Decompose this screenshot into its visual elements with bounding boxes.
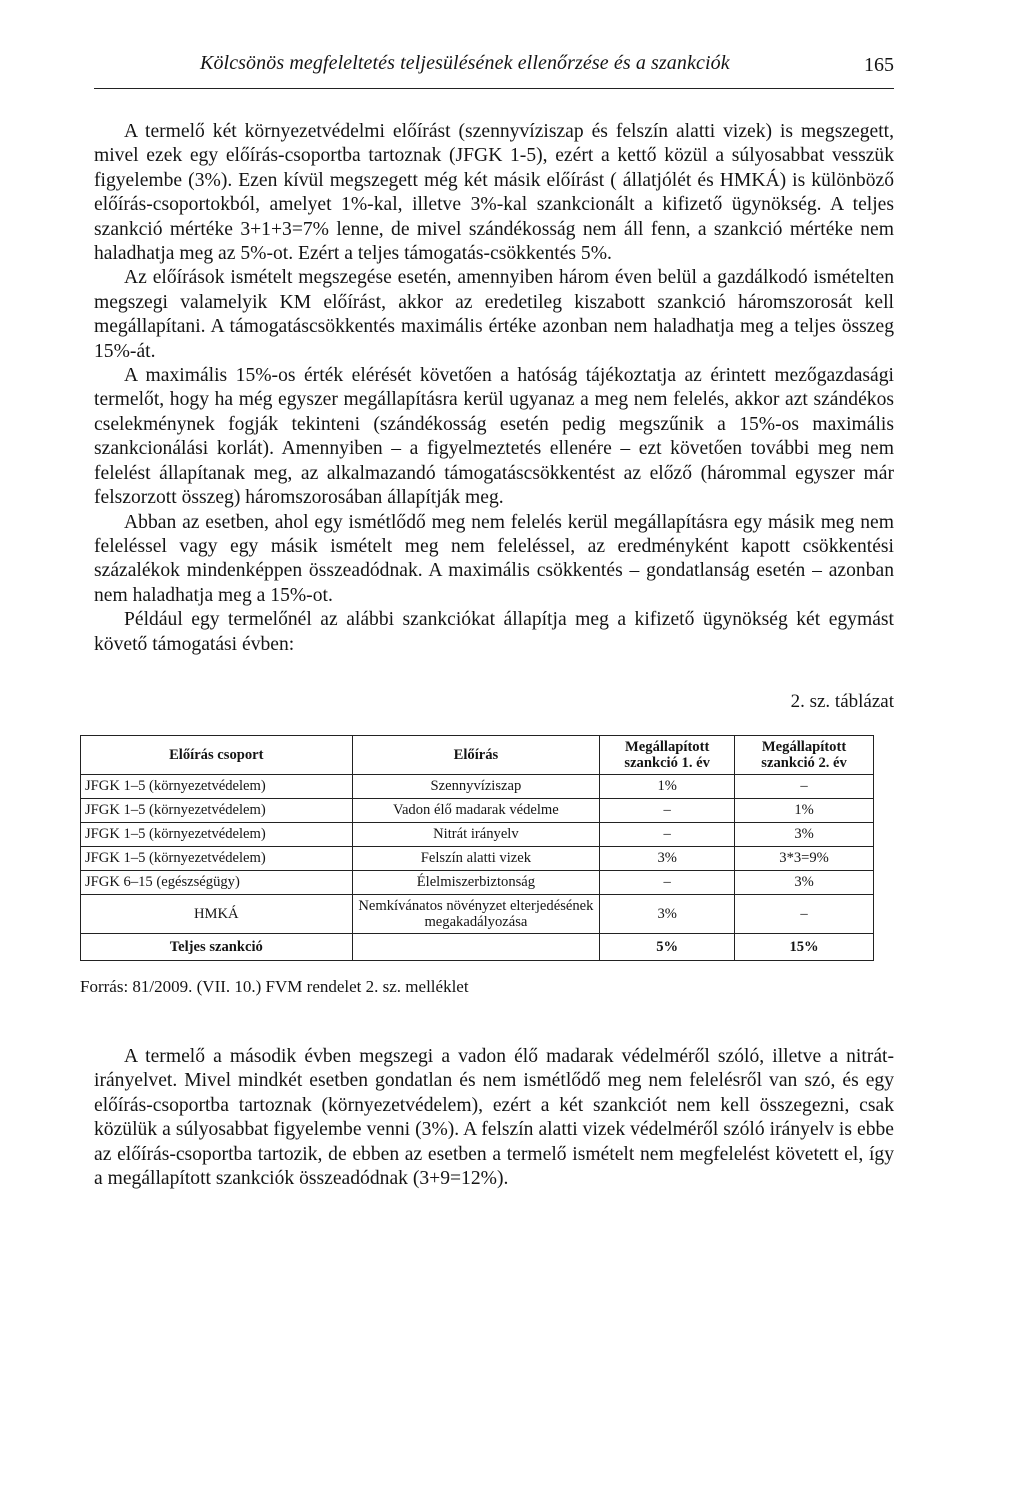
total-empty-cell [352, 933, 600, 960]
table-row [81, 846, 874, 870]
table-row [81, 798, 874, 822]
header-group: Előírás csoport [81, 735, 353, 774]
cell-group: JFGK 1–5 (környezetvédelem) [81, 822, 353, 846]
cell-group: JFGK 6–15 (egészségügy) [81, 870, 353, 894]
cell-group: JFGK 1–5 (környezetvédelem) [81, 774, 353, 798]
book-page [80, 48, 894, 1191]
header-year2: Megállapított szankció 2. év [735, 735, 874, 774]
paragraph-2: Az előírások ismételt megszegése esetén, amennyiben három éven belül a gazdálkodó ismételten megszegi valamelyik KM előírást, akkor az eredetileg kiszabott szankció háromszorosát kell megállapítani. A támogatáscsökkentés maximális értéke azonban nem haladhatja meg a teljes összeg 15%-át. [94, 267, 894, 362]
cell-year2: – [735, 894, 874, 933]
cell-group: JFGK 1–5 (környezetvédelem) [81, 798, 353, 822]
table-row [81, 822, 874, 846]
paragraph-6: A termelő a második évben megszegi a vadon élő madarak védelméről szóló, illetve a nitrát-irányelvet. Mivel mindkét esetben gondatlan és nem ismétlődő meg nem felelésről van szó, és egy előírás-csoportba tartoznak (környezetvédelem), ezért a két szankciót nem kell összegezni, csak közülük a súlyosabbat figyelembe venni (3%). A felszín alatti vizek védelméről szóló irányelv is ebbe az előírás-csoportba tartozik, de ebben az esetben a termelő ismételt nem megfelelést követett el, így a megállapított szankciók összeadódnak (3+9=12%). [94, 1045, 894, 1189]
cell-rule: Vadon élő madarak védelme [352, 798, 600, 822]
table-source: Forrás: 81/2009. (VII. 10.) FVM rendelet 2. sz. melléklet [80, 976, 469, 996]
cell-group: HMKÁ [81, 894, 353, 933]
cell-year1: 3% [600, 846, 735, 870]
cell-rule: Szennyvíziszap [352, 774, 600, 798]
page-number: 165 [864, 54, 894, 76]
cell-year1: 1% [600, 774, 735, 798]
sanction-table-wrapper [80, 735, 874, 961]
table-header-row [81, 735, 874, 774]
body-text-before-table [94, 120, 894, 657]
table-row [81, 894, 874, 933]
cell-year1: – [600, 798, 735, 822]
paragraph-3: A maximális 15%-os érték elérését követően a hatóság tájékoztatja az érintett mezőgazdasági termelőt, hogy ha még egyszer megállapításra kerül ugyanaz a meg nem felelés, akkor azt szándékos cselekménynek fogják tekinteni (szándékosság esetén pedig megszűnik a 15%-os maximális szankcionálási korlát). Amennyiben – a figyelmeztetés ellenére – ezt követően további meg nem felelést állapítanak meg, az alkalmazandó támogatáscsökkentést az előző (hárommal egyszer már felszorzott összeg) háromszorosában állapítják meg. [94, 365, 894, 509]
cell-year2: 3% [735, 870, 874, 894]
cell-rule: Nemkívánatos növényzet elterjedésének megakadályozása [352, 894, 600, 933]
table-caption: 2. sz. táblázat [790, 690, 894, 712]
cell-year2: 3*3=9% [735, 846, 874, 870]
paragraph-5: Például egy termelőnél az alábbi szankciókat állapítja meg a kifizető ügynökség két egymást követő támogatási évben: [94, 609, 894, 655]
total-label: Teljes szankció [81, 933, 353, 960]
paragraph-1: A termelő két környezetvédelmi előírást (szennyvíziszap és felszín alatti vizek) is megszegett, mivel ezek egy előírás-csoportba tartoznak (JFGK 1-5), ezért a kettő közül a súlyosabbat vesszük figyelembe (3%). Ezen kívül megszegett még két másik előírást ( állatjólét és HMKÁ) is különböző előírás-csoportokból, amelyet 1%-kal, illetve 3%-kal szankcionált a kifizető ügynökség. A teljes szankció mértéke 3+1+3=7% lenne, de mivel szándékosság nem áll fenn, a szankció mértéke nem haladhatja meg az 5%-ot. Ezért a teljes támogatás-csökkentés 5%. [94, 121, 894, 265]
total-year2: 15% [735, 933, 874, 960]
running-title: Kölcsönös megfeleltetés teljesülésének ellenőrzése és a szankciók [200, 52, 730, 74]
cell-year1: – [600, 822, 735, 846]
cell-year1: 3% [600, 894, 735, 933]
body-text-after-table [94, 1045, 894, 1191]
cell-year2: 3% [735, 822, 874, 846]
cell-rule: Élelmiszerbiztonság [352, 870, 600, 894]
cell-rule: Nitrát irányelv [352, 822, 600, 846]
header-rule: Előírás [352, 735, 600, 774]
table-total-row [81, 933, 874, 960]
table-row [81, 774, 874, 798]
cell-year1: – [600, 870, 735, 894]
table-row [81, 870, 874, 894]
header-year1: Megállapított szankció 1. év [600, 735, 735, 774]
sanction-table [80, 735, 874, 961]
total-year1: 5% [600, 933, 735, 960]
paragraph-4: Abban az esetben, ahol egy ismétlődő meg nem felelés kerül megállapításra egy másik meg nem feleléssel vagy egy másik ismételt meg nem feleléssel, az eredményként kapott csökkentési százalékok mindenképpen összeadódnak. A maximális csökkentés – gondatlanság esetén – azonban nem haladhatja meg a 15%-ot. [94, 511, 894, 606]
cell-group: JFGK 1–5 (környezetvédelem) [81, 846, 353, 870]
cell-year2: – [735, 774, 874, 798]
cell-rule: Felszín alatti vizek [352, 846, 600, 870]
cell-year2: 1% [735, 798, 874, 822]
running-header [94, 48, 894, 89]
